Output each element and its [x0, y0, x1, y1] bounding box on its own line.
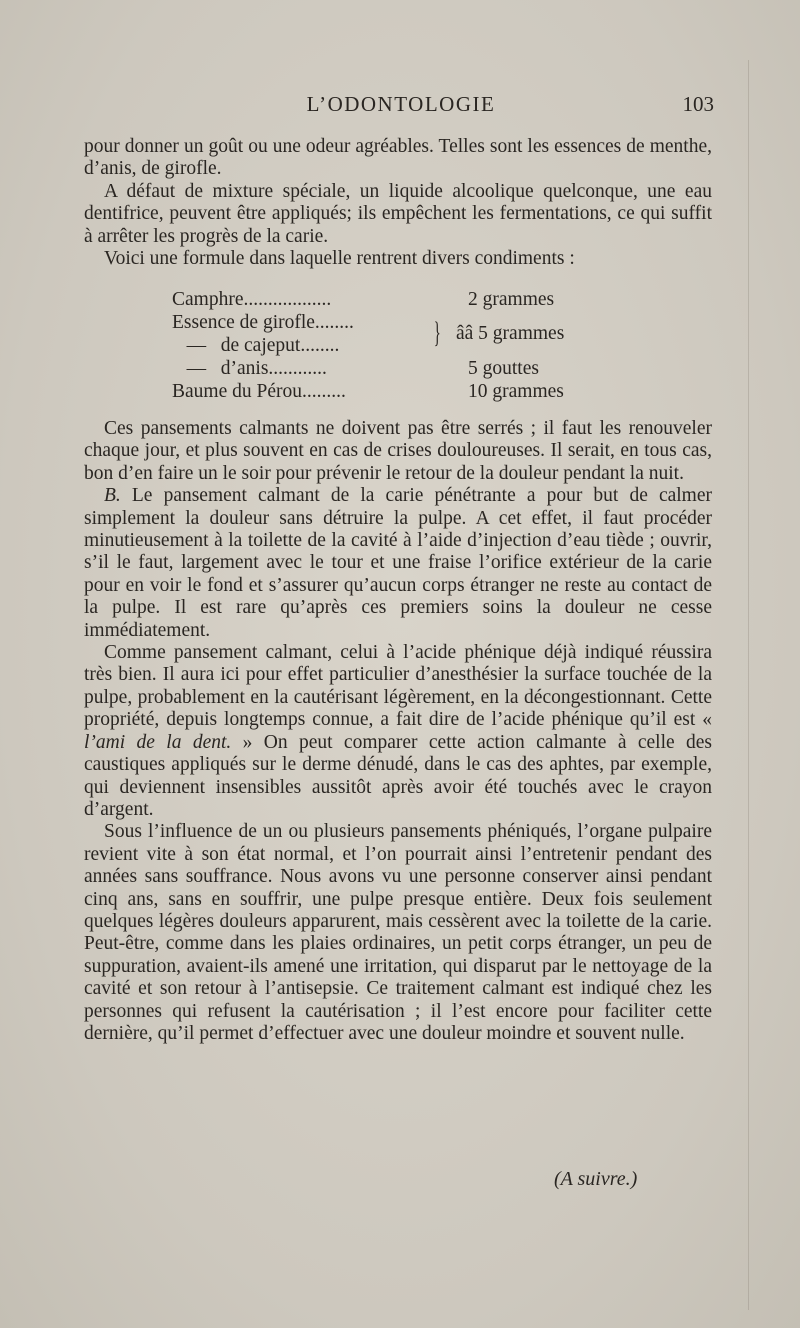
- page-number: 103: [682, 92, 714, 116]
- recipe-formula: [172, 288, 632, 403]
- running-title: L’ODONTOLOGIE: [306, 92, 496, 116]
- paragraph-5-text: Le pansement calmant de la carie pénétrante a pour but de calmer simplement la douleur sans détruire la pulpe. A cet effet, il faut procéder minutieusement à la toilette de la cavité à l’aide d’injection d’eau tiède ; ouvrir, s’il le faut, largement avec le tour et une fraise l’orifice extérieur de la carie pour en voir le fond et s’assurer qu’aucun corps étranger ne reste au contact de la pulpe. Il est rare qu’après ces premiers soins la douleur ne cesse immédiatement.: [84, 485, 712, 641]
- paragraph-4: Ces pansements calmants ne doivent pas être serrés ; il faut les renouveler chaque jour, et plus souvent en cas de crises douloureuses. Il serait, en tous cas, bon d’en faire un le soir pour prévenir le retour de la douleur pendant la nuit.: [84, 418, 712, 484]
- recipe-ingredient: Baume du Pérou.........: [172, 381, 346, 402]
- recipe-ingredient: — de cajeput........: [172, 335, 340, 356]
- margin-shadow: [748, 60, 749, 1310]
- recipe-quantity: 10 grammes: [468, 381, 564, 402]
- recipe-quantity: 5 gouttes: [468, 358, 539, 379]
- recipe-row: [172, 311, 632, 357]
- paragraph-1: pour donner un goût ou une odeur agréables. Telles sont les essences de menthe, d’anis, de girofle.: [84, 136, 712, 180]
- recipe-grouped-quantity: ââ 5 grammes: [456, 323, 565, 344]
- body-text: [84, 418, 712, 1045]
- paragraph-3: Voici une formule dans laquelle rentrent divers condiments :: [104, 248, 575, 270]
- paragraph-6: [84, 642, 712, 821]
- paragraph-6-text-a: Comme pansement calmant, celui à l’acide phénique déjà indiqué réussira très bien. Il aura ici pour effet particulier d’anesthésier la surface touchée de la pulpe, probablement en la cautérisant légèrement, en la décongestionnant. Cette propriété, depuis longtemps connue, a fait dire de l’acide phénique qu’il est «: [84, 642, 712, 731]
- recipe-ingredient: — d’anis............: [172, 358, 327, 379]
- recipe-ingredient: Camphre..................: [172, 289, 332, 310]
- page-header: [88, 92, 714, 122]
- paragraph-7: Sous l’influence de un ou plusieurs pansements phéniqués, l’organe pulpaire revient vite à son état normal, et l’on pourrait ainsi l’entretenir pendant des années sans souffrance. Nous avons vu une personne conserver ainsi pendant cinq ans, sans en souffrir, une pulpe presque entière. Deux fois seulement quelques légères douleurs apparurent, mais cessèrent avec la toilette de la carie. Peut-être, comme dans les plaies ordinaires, un petit corps étranger, un peu de suppuration, avaient-ils amené une irritation, qui disparut par le nettoyage de la cavité et son retour à l’antisepsie. Ce traitement calmant est indiqué chez les personnes qui refusent la cautérisation ; il l’est encore pour faciliter cette dernière, qu’il permet d’effectuer avec une douleur moindre et souvent nulle.: [84, 821, 712, 1044]
- recipe-row: [172, 288, 632, 311]
- recipe-row: [172, 380, 632, 403]
- section-label: B.: [104, 485, 121, 507]
- paragraph-5: [84, 485, 712, 642]
- paragraph-6-text-b: » On peut comparer cette action calmante à celle des caustiques appliqués sur le derme dénudé, dans le cas des aphtes, par exemple, qui deviennent insensibles aussitôt après avoir été touchés avec le crayon d’argent.: [84, 731, 713, 820]
- to-be-continued: (A suivre.): [554, 1168, 638, 1190]
- recipe-quantity: 2 grammes: [468, 289, 555, 310]
- paragraph-2: A défaut de mixture spéciale, un liquide alcoolique quelconque, une eau dentifrice, peuvent être appliqués; ils empêchent les fermentations, ce qui suffit à arrêter les progrès de la carie.: [84, 180, 712, 247]
- brace-icon: }: [433, 316, 441, 349]
- recipe-row: [172, 357, 632, 380]
- recipe-ingredient: Essence de girofle........: [172, 312, 354, 333]
- intro-text: [84, 136, 712, 270]
- quote-italic: l’ami de la dent.: [84, 731, 232, 753]
